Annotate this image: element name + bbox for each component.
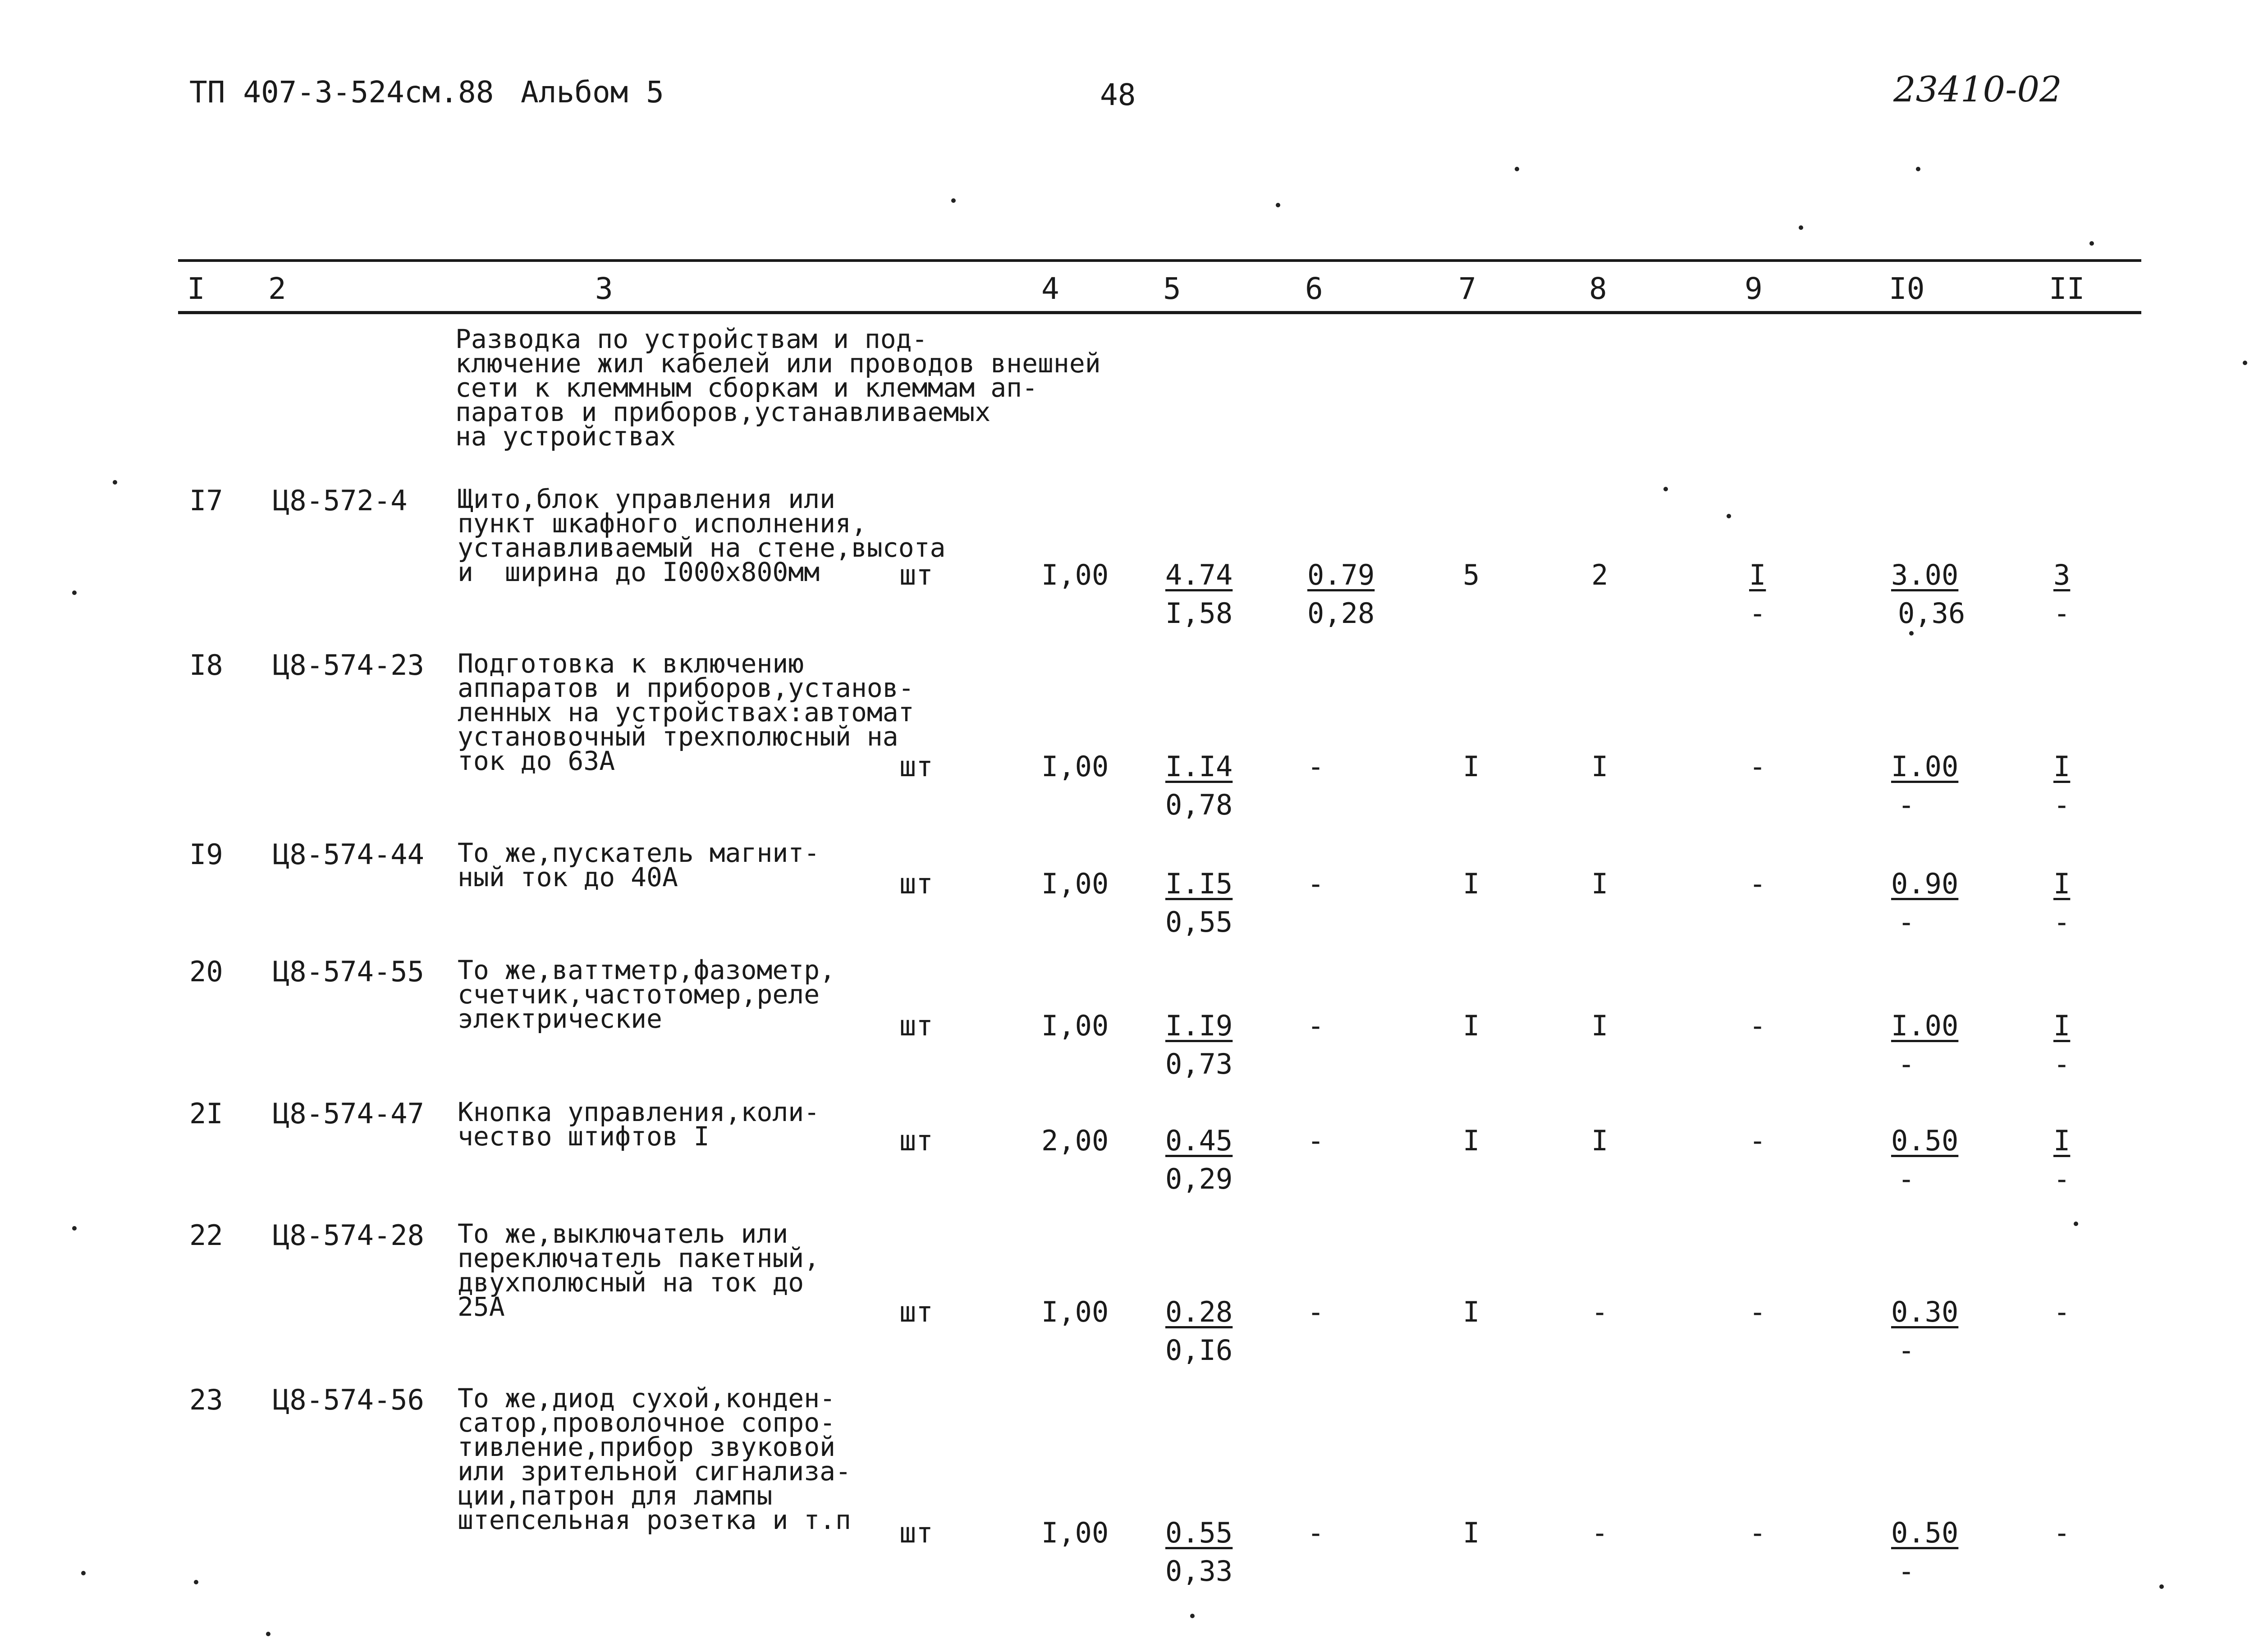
col10-subvalue: 0,36 — [1898, 597, 1965, 630]
col7-value: I — [1463, 1124, 1480, 1157]
row-unit: шт — [899, 558, 933, 591]
col9-value: - — [1749, 750, 1766, 783]
row-number: 2I — [189, 1097, 223, 1130]
col5-subvalue: I,58 — [1165, 597, 1233, 630]
col5-value: I.I9 — [1165, 1009, 1233, 1042]
row-code: Ц8-574-56 — [273, 1383, 424, 1416]
section-intro: Разводка по устройствам и под- ключение жил кабелей или проводов внешней сети к клеммным сборкам и клеммам ап- паратов и приборов,устанавливаемых на устройствах — [455, 324, 1101, 452]
col10-subvalue: - — [1898, 906, 1915, 938]
scan-speck — [2243, 361, 2247, 365]
row-unit: шт — [899, 867, 933, 900]
col10-subvalue: - — [1898, 1048, 1915, 1080]
col6-value: - — [1307, 1516, 1324, 1549]
scan-speck — [1190, 1614, 1195, 1618]
col5-value: 4.74 — [1165, 558, 1233, 591]
col10-value: 3.00 — [1891, 558, 1959, 591]
col11-value: I — [2053, 750, 2071, 783]
col11-value: 3 — [2053, 558, 2071, 591]
col8-value: 2 — [1591, 558, 1608, 591]
col5-subvalue: 0,55 — [1165, 906, 1233, 938]
scan-speck — [113, 480, 117, 485]
col10-subvalue: - — [1898, 1555, 1915, 1588]
page-number: 48 — [1100, 78, 1136, 112]
col9-subvalue: - — [1749, 597, 1766, 630]
row-code: Ц8-574-55 — [273, 955, 424, 988]
row-number: 20 — [189, 955, 223, 988]
archive-stamp: 23410-02 — [1893, 69, 2062, 110]
row-number: I7 — [189, 484, 223, 517]
col10-value: I.00 — [1891, 1009, 1959, 1042]
row-description: Подготовка к включению аппаратов и приборов,установ- ленных на устройствах:автомат установочный трехполюсный на ток до 63А — [458, 648, 914, 776]
col9-value: - — [1749, 867, 1766, 900]
col10-value: I.00 — [1891, 750, 1959, 783]
col6-subvalue: 0,28 — [1307, 597, 1375, 630]
col11-value: - — [2053, 1516, 2071, 1549]
column-header-1: I — [187, 271, 205, 306]
col10-subvalue: - — [1898, 788, 1915, 821]
scan-speck — [2089, 241, 2094, 246]
album-label: Альбом 5 — [521, 75, 664, 110]
col11-subvalue: - — [2053, 1162, 2071, 1195]
col8-value: I — [1591, 867, 1608, 900]
col5-value: I.I4 — [1165, 750, 1233, 783]
row-unit: шт — [899, 1295, 933, 1328]
scan-speck — [1276, 203, 1280, 207]
row-code: Ц8-574-23 — [273, 649, 424, 682]
row-quantity: I,00 — [1041, 1009, 1109, 1042]
col11-value: I — [2053, 1009, 2071, 1042]
row-description: Щито,блок управления или пункт шкафного исполнения, устанавливаемый на стене,высота и ширина до I000х800мм — [458, 484, 946, 587]
col10-value: 0.30 — [1891, 1295, 1959, 1328]
col7-value: I — [1463, 1516, 1480, 1549]
document-code: ТП 407-3-524см.88 — [189, 75, 494, 110]
col5-subvalue: 0,33 — [1165, 1555, 1233, 1588]
scan-speck — [72, 590, 77, 595]
row-quantity: I,00 — [1041, 867, 1109, 900]
col7-value: I — [1463, 867, 1480, 900]
col10-subvalue: - — [1898, 1334, 1915, 1367]
column-header-11: II — [2049, 271, 2085, 306]
row-quantity: I,00 — [1041, 750, 1109, 783]
row-code: Ц8-572-4 — [273, 484, 408, 517]
row-description: То же,выключатель или переключатель пакетный, двухполюсный на ток до 25А — [458, 1218, 820, 1322]
row-description: То же,пускатель магнит- ный ток до 40А — [458, 837, 820, 892]
col9-value: - — [1749, 1295, 1766, 1328]
scan-speck — [1916, 167, 1920, 171]
row-description: То же,ваттметр,фазометр, счетчик,частотомер,реле электрические — [458, 955, 836, 1034]
row-unit: шт — [899, 1124, 933, 1157]
column-header-8: 8 — [1589, 271, 1607, 306]
table-top-rule — [178, 259, 2141, 262]
col10-value: 0.50 — [1891, 1124, 1959, 1157]
col11-subvalue: - — [2053, 1048, 2071, 1080]
col5-subvalue: 0,I6 — [1165, 1334, 1233, 1367]
column-header-6: 6 — [1305, 271, 1323, 306]
scan-speck — [72, 1226, 77, 1231]
col7-value: I — [1463, 1009, 1480, 1042]
row-code: Ц8-574-28 — [273, 1219, 424, 1252]
col11-subvalue: - — [2053, 906, 2071, 938]
row-description: Кнопка управления,коли- чество штифтов I — [458, 1097, 820, 1152]
col9-value: - — [1749, 1516, 1766, 1549]
scan-speck — [1663, 487, 1668, 491]
col8-value: I — [1591, 750, 1608, 783]
col6-value: - — [1307, 750, 1324, 783]
row-unit: шт — [899, 1516, 933, 1549]
scan-speck — [266, 1632, 270, 1636]
row-number: I9 — [189, 838, 223, 871]
row-number: I8 — [189, 649, 223, 682]
col7-value: I — [1463, 750, 1480, 783]
row-quantity: I,00 — [1041, 1516, 1109, 1549]
col6-value: - — [1307, 1124, 1324, 1157]
column-header-7: 7 — [1458, 271, 1476, 306]
col5-value: I.I5 — [1165, 867, 1233, 900]
column-header-4: 4 — [1041, 271, 1059, 306]
row-unit: шт — [899, 750, 933, 783]
column-header-2: 2 — [268, 271, 286, 306]
col5-subvalue: 0,78 — [1165, 788, 1233, 821]
column-header-3: 3 — [595, 271, 613, 306]
col11-subvalue: - — [2053, 788, 2071, 821]
col5-subvalue: 0,73 — [1165, 1048, 1233, 1080]
row-quantity: I,00 — [1041, 1295, 1109, 1328]
col10-subvalue: - — [1898, 1162, 1915, 1195]
row-quantity: 2,00 — [1041, 1124, 1109, 1157]
col9-value: I — [1749, 558, 1766, 591]
row-unit: шт — [899, 1009, 933, 1042]
column-header-9: 9 — [1745, 271, 1763, 306]
col10-value: 0.50 — [1891, 1516, 1959, 1549]
col6-value: - — [1307, 867, 1324, 900]
col11-value: - — [2053, 1295, 2071, 1328]
scan-speck — [951, 198, 956, 203]
scan-speck — [1909, 631, 1914, 636]
col5-value: 0.28 — [1165, 1295, 1233, 1328]
col10-value: 0.90 — [1891, 867, 1959, 900]
scan-speck — [81, 1571, 86, 1575]
col6-value: - — [1307, 1295, 1324, 1328]
row-number: 23 — [189, 1383, 223, 1416]
row-code: Ц8-574-47 — [273, 1097, 424, 1130]
col5-value: 0.55 — [1165, 1516, 1233, 1549]
scan-speck — [1515, 167, 1519, 171]
col11-value: I — [2053, 1124, 2071, 1157]
scan-speck — [2159, 1584, 2164, 1589]
col9-value: - — [1749, 1124, 1766, 1157]
col11-subvalue: - — [2053, 597, 2071, 630]
scan-speck — [2074, 1222, 2078, 1226]
col5-value: 0.45 — [1165, 1124, 1233, 1157]
col6-value: 0.79 — [1307, 558, 1375, 591]
row-quantity: I,00 — [1041, 558, 1109, 591]
scan-speck — [1727, 514, 1731, 518]
col9-value: - — [1749, 1009, 1766, 1042]
col5-subvalue: 0,29 — [1165, 1162, 1233, 1195]
col11-value: I — [2053, 867, 2071, 900]
table-header-rule — [178, 311, 2141, 314]
col8-value: I — [1591, 1124, 1608, 1157]
column-header-5: 5 — [1163, 271, 1181, 306]
col8-value: I — [1591, 1009, 1608, 1042]
row-description: То же,диод сухой,конден- сатор,проволочное сопро- тивление,прибор звуковой или зрительной сигнализа- ции,патрон для лампы штепсельная розетка и т.п — [458, 1383, 851, 1535]
column-header-10: I0 — [1889, 271, 1925, 306]
row-code: Ц8-574-44 — [273, 838, 424, 871]
col7-value: 5 — [1463, 558, 1480, 591]
scan-speck — [194, 1580, 198, 1584]
col7-value: I — [1463, 1295, 1480, 1328]
row-number: 22 — [189, 1219, 223, 1252]
col8-value: - — [1591, 1516, 1608, 1549]
col8-value: - — [1591, 1295, 1608, 1328]
col6-value: - — [1307, 1009, 1324, 1042]
scan-speck — [1799, 225, 1803, 230]
